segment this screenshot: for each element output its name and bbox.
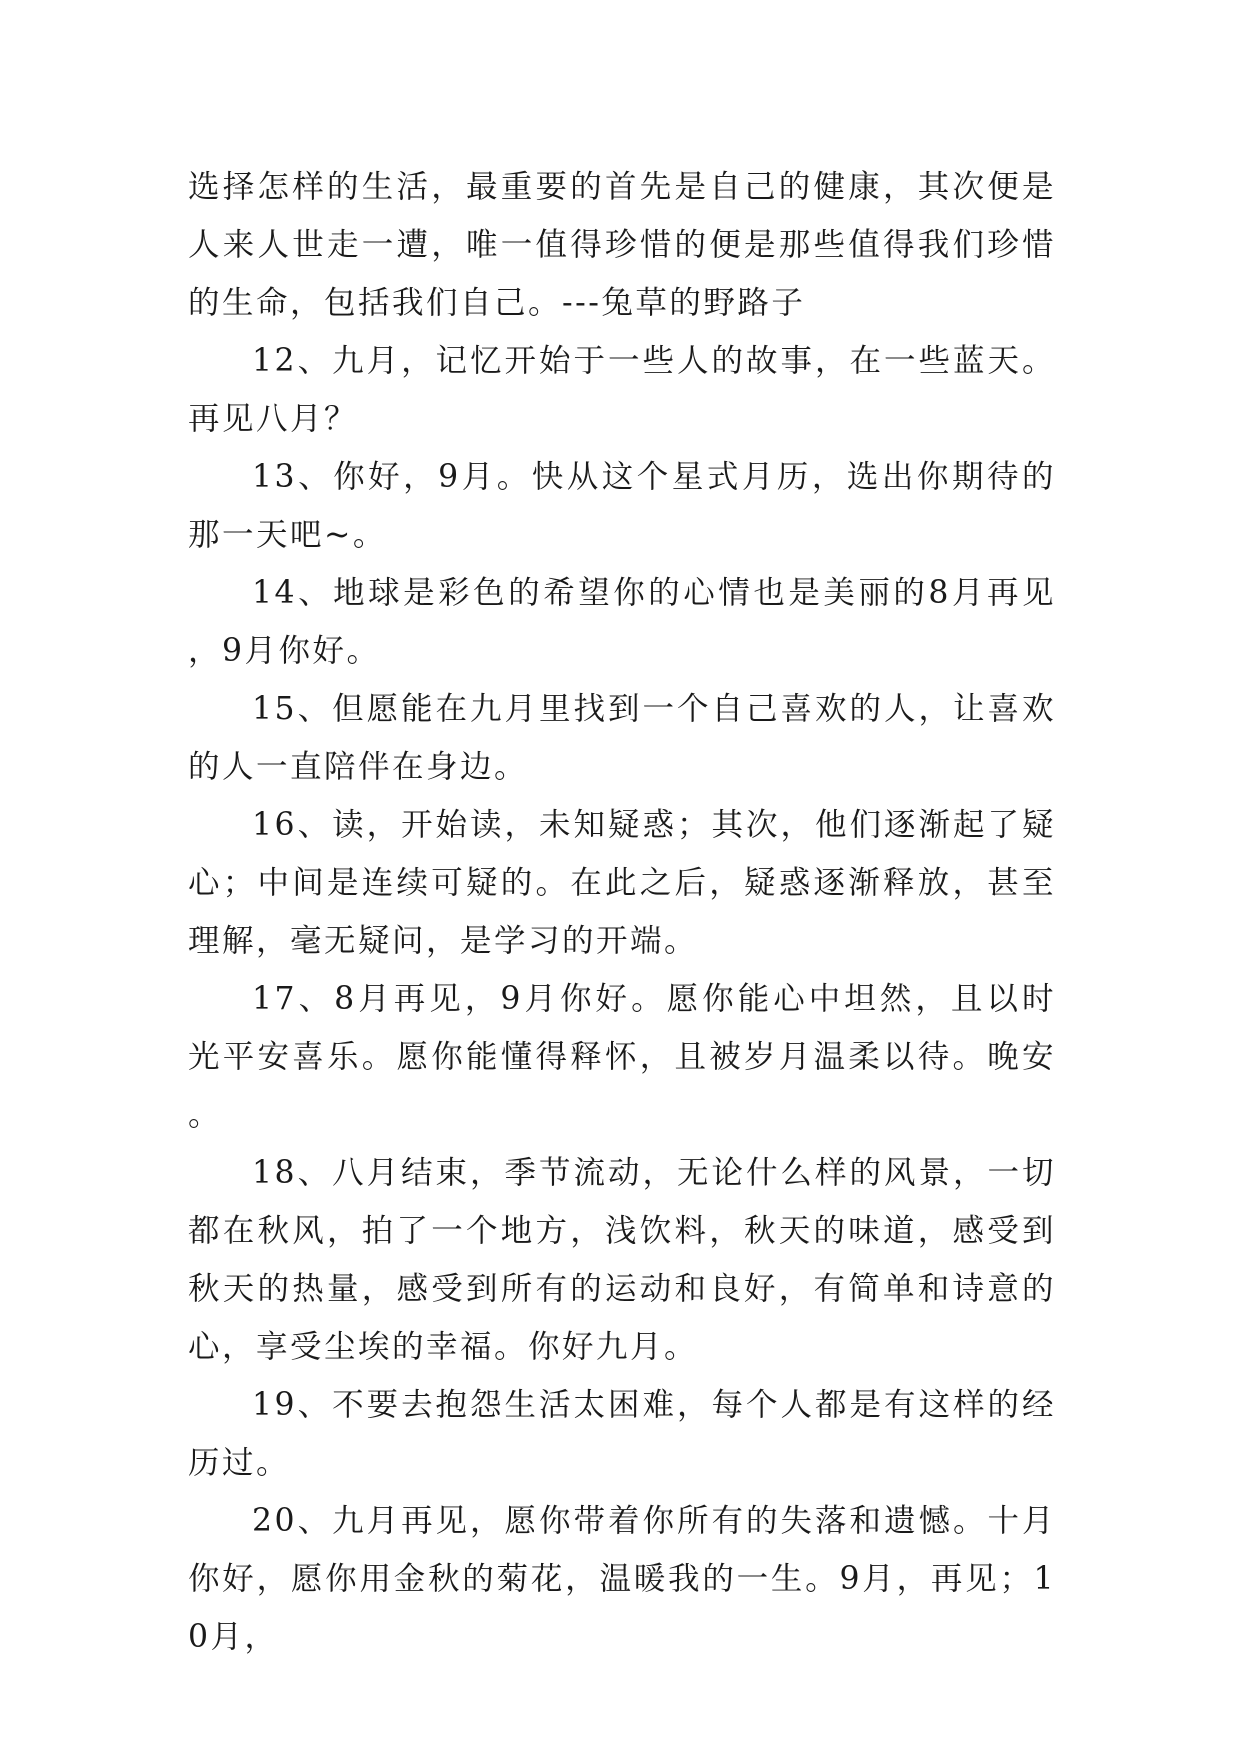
document-body — [188, 158, 1056, 1666]
paragraph-item-15: 15、但愿能在九月里找到一个自己喜欢的人，让喜欢的人一直陪伴在身边。 — [188, 691, 1056, 785]
paragraph-intro: 选择怎样的生活，最重要的首先是自己的健康，其次便是人来人世走一遭，唯一值得珍惜的便是那些值得我们珍惜的生命，包括我们自己。---兔草的野路子 — [188, 169, 1056, 321]
paragraph-item-19: 19、不要去抱怨生活太困难，每个人都是有这样的经历过。 — [188, 1387, 1056, 1481]
paragraph-item-14: 14、地球是彩色的希望你的心情也是美丽的8月再见，9月你好。 — [188, 575, 1056, 669]
paragraph-item-13: 13、你好，9月。快从这个星式月历，选出你期待的那一天吧~。 — [188, 459, 1056, 553]
paragraph-item-12: 12、九月，记忆开始于一些人的故事，在一些蓝天。再见八月？ — [188, 343, 1056, 437]
paragraph-item-17: 17、8月再见，9月你好。愿你能心中坦然，且以时光平安喜乐。愿你能懂得释怀，且被岁月温柔以待。晚安。 — [188, 981, 1056, 1133]
paragraph-item-20: 20、九月再见，愿你带着你所有的失落和遗憾。十月你好，愿你用金秋的菊花，温暖我的一生。9月，再见；10月， — [188, 1503, 1056, 1655]
paragraph-item-16: 16、读，开始读，未知疑惑；其次，他们逐渐起了疑心；中间是连续可疑的。在此之后，疑惑逐渐释放，甚至理解，毫无疑问，是学习的开端。 — [188, 807, 1056, 959]
paragraph-item-18: 18、八月结束，季节流动，无论什么样的风景，一切都在秋风，拍了一个地方，浅饮料，秋天的味道，感受到秋天的热量，感受到所有的运动和良好，有简单和诗意的心，享受尘埃的幸福。你好九月。 — [188, 1155, 1056, 1365]
